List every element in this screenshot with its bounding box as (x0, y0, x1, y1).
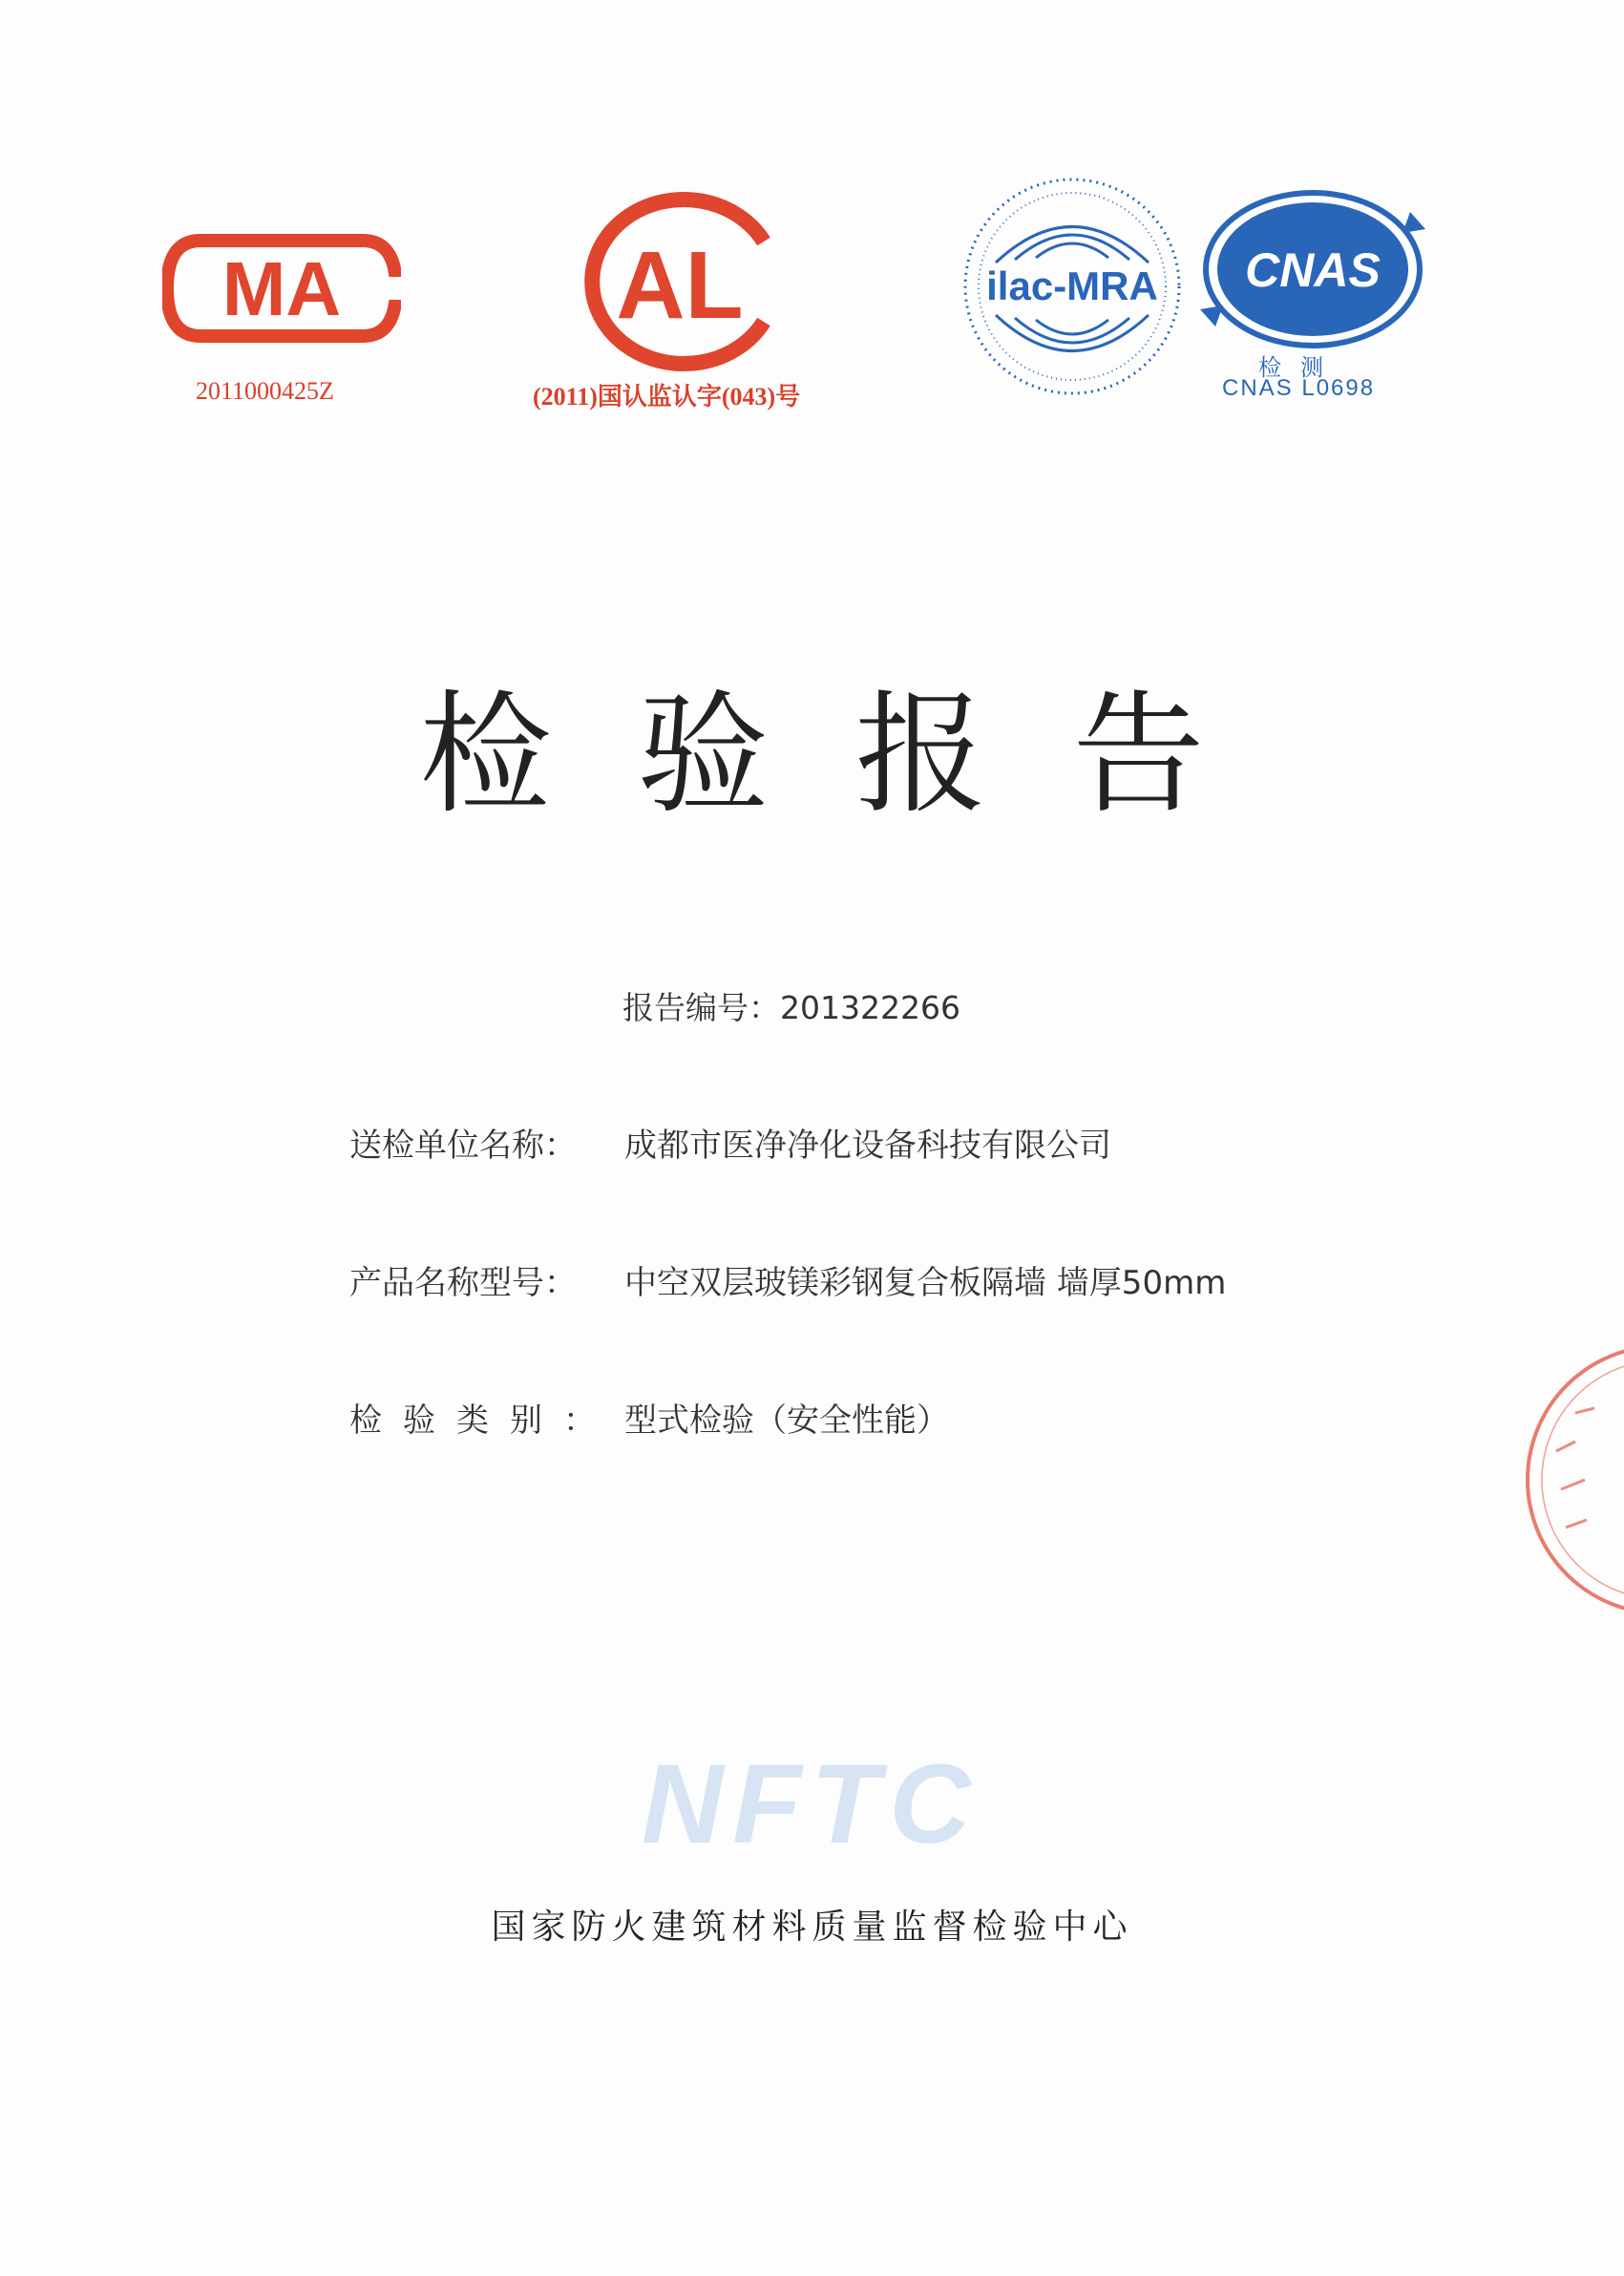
organization-name: 国家防火建筑材料质量监督检验中心 (491, 1907, 1133, 1947)
cnas-sub-label: 检测 (1258, 354, 1342, 381)
field-test-type-label: 检验类别： (349, 1401, 617, 1440)
ilac-mra-mark-text: ilac-MRA (986, 263, 1158, 308)
field-submitter-label: 送检单位名称： (349, 1127, 577, 1165)
cnas-mark-icon (1198, 183, 1427, 350)
cma-mark-text: MA (221, 246, 342, 331)
field-product-value: 中空双层玻镁彩钢复合板隔墙 墙厚50mm (624, 1264, 1227, 1302)
report-number: 报告编号：201322266 (622, 989, 960, 1026)
cnas-mark-text: CNAS (1245, 243, 1381, 297)
cma-mark-icon (162, 221, 401, 355)
cal-mark-icon (573, 186, 792, 377)
field-product (349, 1256, 1226, 1303)
ilac-mra-mark-icon (958, 172, 1187, 401)
cal-caption: (2011)国认监认字(043)号 (533, 383, 801, 411)
report-title: 检验报告 (419, 678, 1291, 832)
field-test-type (349, 1394, 949, 1441)
seal-stamp-icon (1518, 1337, 1624, 1652)
cma-caption: 2011000425Z (196, 377, 334, 405)
field-submitter (349, 1119, 1111, 1166)
nftc-watermark: NFTC (642, 1741, 981, 1867)
field-test-type-value: 型式检验（安全性能） (624, 1401, 949, 1440)
ilac-mra-logo (958, 172, 1187, 401)
field-submitter-value: 成都市医净净化设备科技有限公司 (624, 1127, 1111, 1165)
cal-logo (573, 186, 792, 377)
cnas-caption: CNAS L0698 (1222, 375, 1376, 401)
cnas-logo (1198, 183, 1427, 350)
field-product-label: 产品名称型号： (349, 1264, 577, 1302)
seal-stamp (1518, 1337, 1624, 1652)
cal-mark-text: AL (616, 232, 744, 339)
cma-logo (162, 221, 401, 355)
